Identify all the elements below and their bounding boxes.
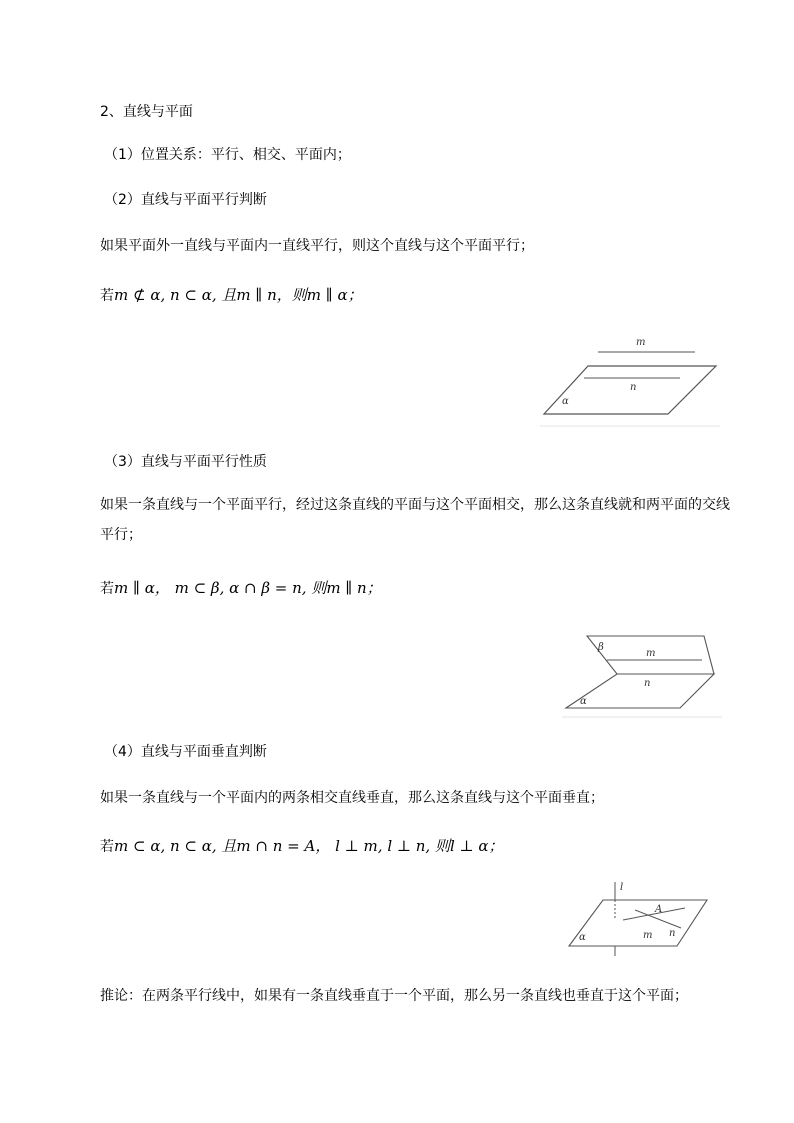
formula-text: m ∥ α， m ⊂ β, α ∩ β = n, 则m ∥ n； [114, 579, 382, 597]
formula-prefix: 若 [100, 288, 114, 304]
heading-perpendicular-criterion: （4）直线与平面垂直判断 [104, 744, 267, 760]
formula-prefix: 若 [100, 581, 114, 597]
parallel-criterion-formula [100, 285, 363, 306]
parallel-property-formula [100, 578, 382, 599]
figure-two-planes [562, 628, 722, 718]
section-title: 2、直线与平面 [100, 104, 193, 120]
formula-prefix: 若 [100, 839, 114, 855]
figure-line-perpendicular-plane [565, 880, 715, 958]
label-n: n [644, 678, 651, 689]
label-A: A [655, 904, 663, 915]
label-n: n [630, 382, 637, 393]
label-alpha: α [580, 696, 587, 707]
parallel-criterion-statement: 如果平面外一直线与平面内一直线平行，则这个直线与这个平面平行； [100, 238, 534, 254]
parallel-property-statement: 如果一条直线与一个平面平行，经过这条直线的平面与这个平面相交，那么这条直线就和两平面的交线平行； [100, 497, 730, 543]
perpendicular-criterion-formula [100, 836, 504, 857]
label-beta: β [598, 642, 604, 653]
heading-parallel-property: （3）直线与平面平行性质 [104, 454, 267, 470]
perpendicular-criterion-statement: 如果一条直线与一个平面内的两条相交直线垂直，那么这条直线与这个平面垂直； [100, 790, 604, 806]
label-n: n [669, 928, 676, 939]
label-l: l [620, 882, 624, 893]
position-relations: （1）位置关系：平行、相交、平面内； [104, 147, 351, 163]
label-alpha: α [562, 396, 569, 407]
label-alpha: α [579, 932, 586, 943]
label-m: m [643, 930, 653, 941]
figure-line-parallel-plane [540, 332, 720, 427]
formula-text: m ⊂ α, n ⊂ α, 且m ∩ n = A， l ⊥ m, l ⊥ n, 则l ⊥ α； [114, 837, 504, 855]
label-m: m [646, 648, 656, 659]
label-m: m [636, 337, 646, 348]
formula-text: m ⊄ α, n ⊂ α, 且m ∥ n，则m ∥ α； [114, 286, 363, 304]
heading-parallel-criterion: （2）直线与平面平行判断 [104, 192, 267, 208]
corollary: 推论：在两条平行线中，如果有一条直线垂直于一个平面，那么另一条直线也垂直于这个平面； [100, 988, 688, 1004]
